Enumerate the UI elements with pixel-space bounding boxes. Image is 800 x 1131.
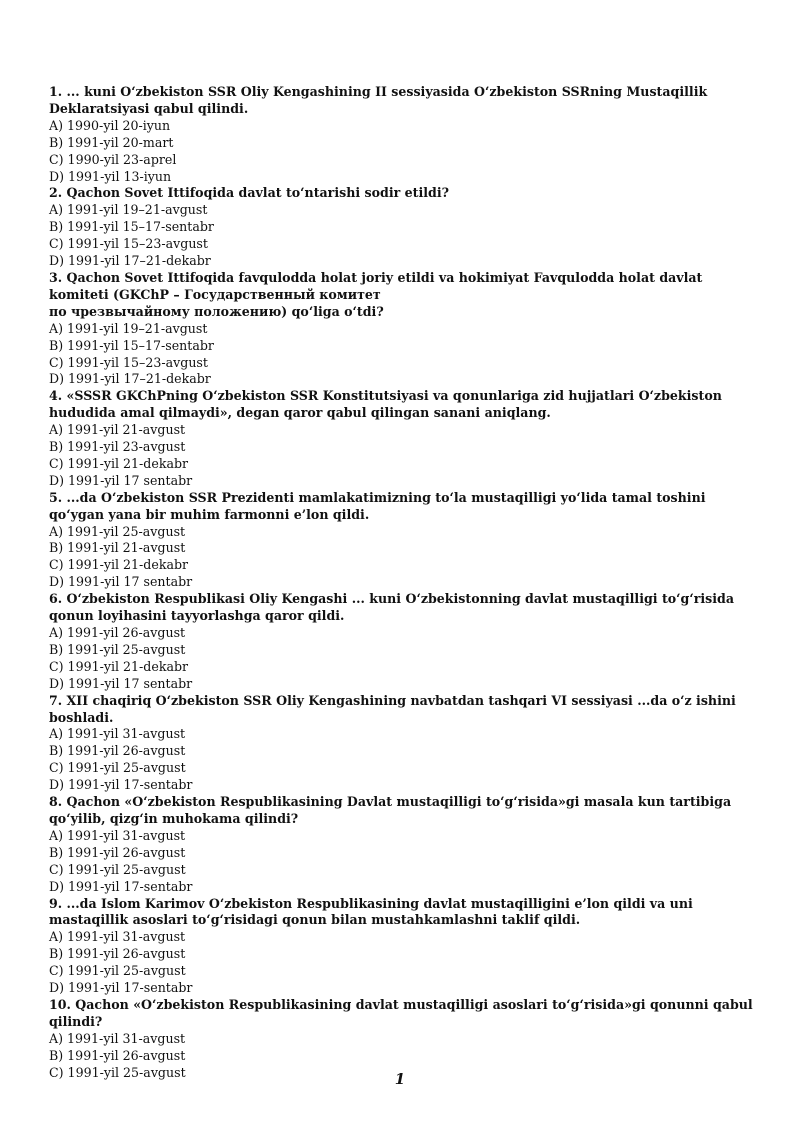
answer-option: C) 1991-yil 25-avgust bbox=[49, 861, 186, 877]
answer-option: C) 1991-yil 15–23-avgust bbox=[49, 354, 208, 370]
question-text: 9. ...da Islom Karimov O‘zbekiston Respublikasining davlat mustaqilligini e’lon qildi va uni mastaqillik asoslari to‘g‘risidagi qonun bilan mustahkamlashni taklif qildi. bbox=[49, 895, 693, 928]
answer-options bbox=[49, 828, 761, 896]
answer-options bbox=[49, 321, 761, 389]
answer-option: C) 1991-yil 25-avgust bbox=[49, 760, 186, 776]
question-text: 10. Qachon «O‘zbekiston Respublikasining davlat mustaqilligi asoslari to‘g‘risida»gi qonunni qabul qilindi? bbox=[49, 996, 753, 1029]
answer-option: D) 1991-yil 17-sentabr bbox=[49, 878, 193, 894]
answer-option: D) 1991-yil 17 sentabr bbox=[49, 574, 193, 590]
answer-option: B) 1991-yil 26-avgust bbox=[49, 844, 186, 860]
question-text: 7. XII chaqiriq O‘zbekiston SSR Oliy Kengashining navbatdan tashqari VI sessiyasi ...da o‘z ishini boshladi. bbox=[49, 692, 736, 725]
answer-option: B) 1991-yil 26-avgust bbox=[49, 946, 186, 962]
answer-options bbox=[49, 625, 761, 693]
answer-option: A) 1991-yil 21-avgust bbox=[49, 422, 186, 438]
answer-option: C) 1991-yil 25-avgust bbox=[49, 963, 186, 979]
answer-option: D) 1991-yil 17–21-dekabr bbox=[49, 371, 211, 387]
answer-option: C) 1991-yil 21-dekabr bbox=[49, 557, 189, 573]
answer-option: A) 1991-yil 25-avgust bbox=[49, 523, 186, 539]
answer-option: A) 1991-yil 31-avgust bbox=[49, 1030, 186, 1046]
question-list bbox=[49, 84, 761, 1081]
question-block bbox=[49, 896, 761, 997]
question-block bbox=[49, 270, 761, 388]
answer-option: D) 1991-yil 17-sentabr bbox=[49, 777, 193, 793]
question-text: 3. Qachon Sovet Ittifoqida favqulodda holat joriy etildi va hokimiyat Favqulodda holat davlat komiteti (GKChP – Государственный комитет по чрезвычайному положению) qo‘liga o‘tdi? bbox=[49, 269, 703, 319]
document-page bbox=[49, 84, 761, 1081]
page-number: 1 bbox=[394, 1070, 406, 1088]
question-text: 2. Qachon Sovet Ittifoqida davlat to‘ntarishi sodir etildi? bbox=[49, 185, 449, 201]
answer-option: A) 1991-yil 31-avgust bbox=[49, 827, 186, 843]
answer-option: A) 1991-yil 31-avgust bbox=[49, 726, 186, 742]
answer-options bbox=[49, 118, 761, 186]
answer-options bbox=[49, 929, 761, 997]
answer-option: B) 1991-yil 26-avgust bbox=[49, 743, 186, 759]
answer-options bbox=[49, 524, 761, 592]
question-text: 6. O‘zbekiston Respublikasi Oliy Kengashi ... kuni O‘zbekistonning davlat mustaqilligi to‘g‘risida qonun loyihasini tayyorlashga qaror qildi. bbox=[49, 591, 735, 624]
question-block bbox=[49, 591, 761, 692]
question-block bbox=[49, 84, 761, 185]
answer-option: A) 1991-yil 19–21-avgust bbox=[49, 202, 208, 218]
answer-option: B) 1991-yil 20-mart bbox=[49, 134, 174, 150]
answer-option: A) 1991-yil 31-avgust bbox=[49, 929, 186, 945]
question-block bbox=[49, 490, 761, 591]
answer-option: A) 1990-yil 20-iyun bbox=[49, 117, 171, 133]
question-block bbox=[49, 388, 761, 489]
answer-option: B) 1991-yil 15–17-sentabr bbox=[49, 337, 214, 353]
answer-option: D) 1991-yil 17–21-dekabr bbox=[49, 253, 211, 269]
answer-option: C) 1991-yil 15–23-avgust bbox=[49, 236, 208, 252]
answer-option: C) 1991-yil 21-dekabr bbox=[49, 455, 189, 471]
answer-option: D) 1991-yil 17-sentabr bbox=[49, 980, 193, 996]
question-block bbox=[49, 794, 761, 895]
answer-option: B) 1991-yil 25-avgust bbox=[49, 641, 186, 657]
answer-option: A) 1991-yil 26-avgust bbox=[49, 625, 186, 640]
question-text: 4. «SSSR GKChPning O‘zbekiston SSR Konstitutsiyasi va qonunlariga zid hujjatlari O‘zbekiston hududida amal qilmaydi», degan qaror qabul qilingan sanani aniqlang. bbox=[49, 388, 722, 421]
answer-option: C) 1991-yil 25-avgust bbox=[49, 1064, 186, 1080]
answer-options bbox=[49, 202, 761, 270]
question-text: 5. ...da O‘zbekiston SSR Prezidenti mamlakatimizning to‘la mustaqilligi yo‘lida tamal toshini qo‘ygan yana bir muhim farmonni e’lon qildi. bbox=[49, 489, 706, 522]
question-block bbox=[49, 693, 761, 794]
answer-option: D) 1991-yil 17 sentabr bbox=[49, 472, 193, 488]
question-text: 8. Qachon «O‘zbekiston Respublikasining Davlat mustaqilligi to‘g‘risida»gi masala kun tartibiga qo‘yilib, qizg‘in muhokama qilindi? bbox=[49, 794, 732, 826]
answer-option: C) 1991-yil 21-dekabr bbox=[49, 658, 189, 674]
answer-option: B) 1991-yil 23-avgust bbox=[49, 439, 186, 455]
answer-option: D) 1991-yil 13-iyun bbox=[49, 168, 172, 184]
answer-option: D) 1991-yil 17 sentabr bbox=[49, 675, 193, 691]
answer-option: B) 1991-yil 21-avgust bbox=[49, 540, 186, 556]
question-block bbox=[49, 185, 761, 270]
answer-options bbox=[49, 726, 761, 794]
answer-option: A) 1991-yil 19–21-avgust bbox=[49, 320, 208, 336]
answer-option: C) 1990-yil 23-aprel bbox=[49, 151, 177, 167]
question-text: 1. ... kuni O‘zbekiston SSR Oliy Kengashining II sessiyasida O‘zbekiston SSRning Mustaqillik Deklaratsiyasi qabul qilindi. bbox=[49, 84, 708, 116]
answer-option: B) 1991-yil 26-avgust bbox=[49, 1047, 186, 1063]
answer-option: B) 1991-yil 15–17-sentabr bbox=[49, 219, 214, 235]
answer-options bbox=[49, 422, 761, 490]
question-block bbox=[49, 997, 761, 1082]
